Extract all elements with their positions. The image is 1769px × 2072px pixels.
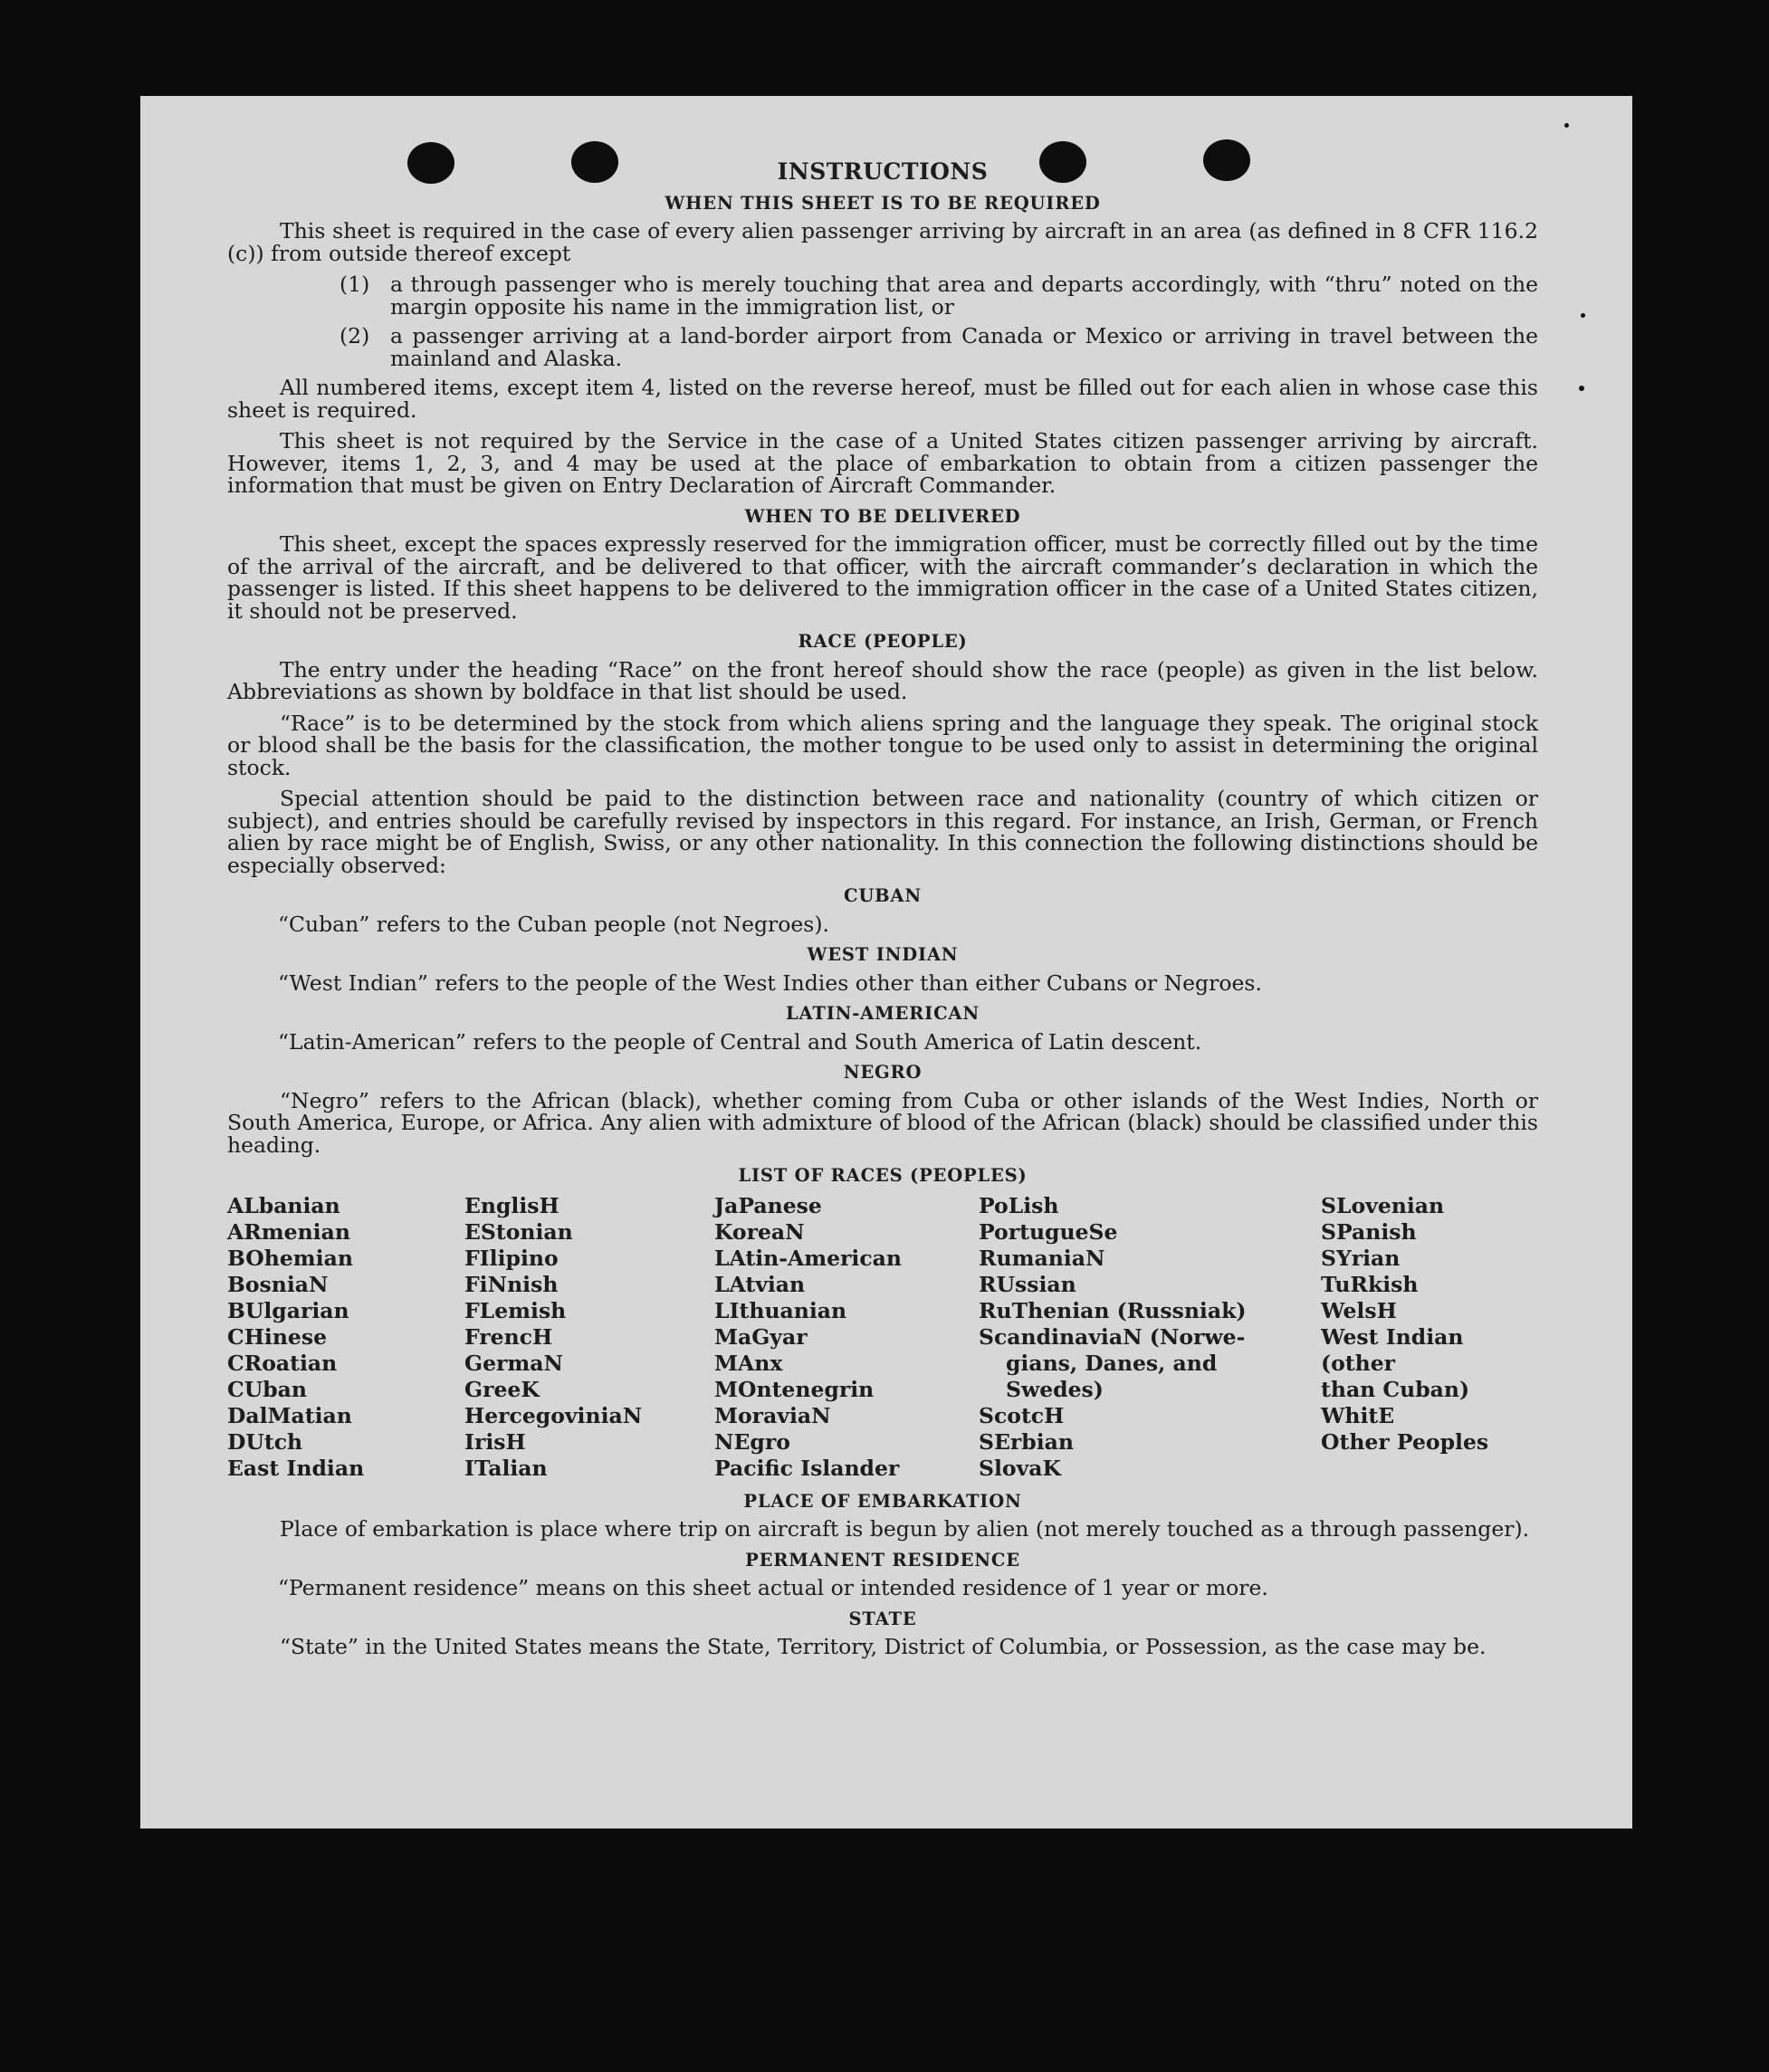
race-entry: Other Peoples <box>1321 1428 1489 1455</box>
race-entry: PoLish <box>979 1192 1059 1218</box>
item-text: a passenger arriving at a land-border airport from Canada or Mexico or arriving in travel between the mainland and Alaska. <box>390 323 1538 371</box>
race-entry: MoraviaN <box>714 1402 831 1428</box>
exception-item-1 <box>339 273 1538 318</box>
item-text: a through passenger who is merely touching that area and departs accordingly, with “thru” noted on the margin opposite his name in the immigration list, or <box>390 272 1538 320</box>
heading-when-required: WHEN THIS SHEET IS TO BE REQUIRED <box>665 192 1101 214</box>
race-entry: FrencH <box>464 1323 553 1350</box>
race-entry: FiNnish <box>464 1271 559 1297</box>
paragraph-race-entry: The entry under the heading “Race” on the front hereof should show the race (people) as given in the list below. Abbreviations as shown by boldface in that list should be used. <box>227 656 1538 704</box>
race-entry: ARmenian <box>227 1218 350 1245</box>
race-entry: East Indian <box>227 1455 365 1481</box>
race-entry: West Indian (other <box>1321 1323 1464 1376</box>
heading-state: STATE <box>848 1608 917 1629</box>
heading-list-of-races: LIST OF RACES (PEOPLES) <box>738 1165 1028 1186</box>
race-entry: TuRkish <box>1321 1271 1419 1297</box>
speck <box>1564 123 1569 128</box>
race-entry: FIlipino <box>464 1245 559 1271</box>
race-entry: BosniaN <box>227 1271 329 1297</box>
heading-race: RACE (PEOPLE) <box>798 631 968 652</box>
race-entry: LAtvian <box>714 1271 806 1297</box>
paragraph-race-definition: “Race” is to be determined by the stock from which aliens spring and the language they speak. The original stock or blood shall be the basis for the classification, the mother tongue to be used only to assist in determining the original stock. <box>227 710 1538 780</box>
definition-embarkation: Place of embarkation is place where trip on aircraft is begun by alien (not merely touched as a through passenger). <box>280 1516 1530 1542</box>
paragraph-numbered-items: All numbered items, except item 4, listed on the reverse hereof, must be filled out for each alien in whose case this sheet is required. <box>227 375 1538 423</box>
heading-embarkation: PLACE OF EMBARKATION <box>743 1490 1022 1512</box>
race-entry: LAtin-American <box>714 1245 902 1271</box>
race-entry-continued: Swedes) <box>1006 1376 1104 1402</box>
heading-negro: NEGRO <box>843 1062 923 1083</box>
race-entry: DUtch <box>227 1428 303 1455</box>
race-entry: MaGyar <box>714 1323 808 1350</box>
paragraph-delivery: This sheet, except the spaces expressly reserved for the immigration officer, must be correctly filled out by the time of the arrival of the aircraft, and be delivered to that officer, with the aircraft commander’s declaration in which the passenger is listed. If this sheet happens to be delivered to the immigration officer in the case of a United States citizen, it should not be preserved. <box>227 531 1538 624</box>
speck <box>1579 386 1584 391</box>
race-entry: GreeK <box>464 1376 540 1402</box>
race-entry-continued: gians, Danes, and <box>1006 1350 1218 1376</box>
race-entry: MOntenegrin <box>714 1376 875 1402</box>
definition-state: “State” in the United States means the State, Territory, District of Columbia, or Possession, as the case may be. <box>280 1634 1487 1659</box>
race-column-3 <box>714 1193 979 1482</box>
heading-west-indian: WEST INDIAN <box>807 944 959 965</box>
race-entry: MAnx <box>714 1350 783 1376</box>
race-entry: BUlgarian <box>227 1297 349 1323</box>
race-entry: ScandinaviaN (Norwe- <box>979 1323 1246 1350</box>
race-entry: DalMatian <box>227 1402 352 1428</box>
definition-cuban: “Cuban” refers to the Cuban people (not Negroes). <box>278 911 830 937</box>
race-entry: ScotcH <box>979 1402 1065 1428</box>
item-number: (1) <box>339 272 370 297</box>
race-column-4 <box>979 1193 1321 1482</box>
race-entry: PortugueSe <box>979 1218 1118 1245</box>
paragraph-requirement: This sheet is required in the case of every alien passenger arriving by aircraft in an area (as defined in 8 CFR 116.2 (c)) from outside thereof except <box>227 218 1538 266</box>
race-list <box>227 1193 1538 1482</box>
race-entry: Pacific Islander <box>714 1455 900 1481</box>
race-entry: RumaniaN <box>979 1245 1105 1271</box>
race-entry: HercegoviniaN <box>464 1402 643 1428</box>
race-entry: KoreaN <box>714 1218 805 1245</box>
race-entry: than Cuban) <box>1321 1376 1470 1402</box>
exception-item-2 <box>339 325 1538 369</box>
heading-when-delivered: WHEN TO BE DELIVERED <box>744 505 1021 527</box>
heading-latin-american: LATIN-AMERICAN <box>786 1003 980 1024</box>
page-title: INSTRUCTIONS <box>777 158 989 185</box>
race-entry: WelsH <box>1321 1297 1397 1323</box>
race-entry: BOhemian <box>227 1245 353 1271</box>
document-body <box>227 158 1538 1667</box>
paragraph-race-nationality: Special attention should be paid to the distinction between race and nationality (country of which citizen or subject), and entries should be carefully revised by inspectors in this regard. For instance, an Irish, German, or French alien by race might be of English, Swiss, or any other nationality. In this connection the following distinctions should be especially observed: <box>227 786 1538 878</box>
race-entry: SYrian <box>1321 1245 1401 1271</box>
race-entry: FLemish <box>464 1297 567 1323</box>
race-entry: NEgro <box>714 1428 790 1455</box>
heading-permanent-residence: PERMANENT RESIDENCE <box>745 1549 1020 1571</box>
race-entry: GermaN <box>464 1350 563 1376</box>
instruction-sheet <box>140 96 1632 1829</box>
race-entry: SLovenian <box>1321 1192 1445 1218</box>
race-entry: LIthuanian <box>714 1297 847 1323</box>
heading-cuban: CUBAN <box>844 885 922 906</box>
race-entry: RUssian <box>979 1271 1076 1297</box>
race-entry: SlovaK <box>979 1455 1061 1481</box>
paragraph-citizen: This sheet is not required by the Service in the case of a United States citizen passenger arriving by aircraft. However, items 1, 2, 3, and 4 may be used at the place of embarkation to obtain from a citizen passenger the information that must be given on Entry Declaration of Aircraft Commander. <box>227 428 1538 498</box>
race-entry: CRoatian <box>227 1350 338 1376</box>
race-entry: EnglisH <box>464 1192 559 1218</box>
race-column-5 <box>1321 1193 1538 1482</box>
definition-west-indian: “West Indian” refers to the people of the West Indies other than either Cubans or Negroes. <box>278 969 1262 996</box>
race-entry: CUban <box>227 1376 307 1402</box>
race-entry: WhitE <box>1321 1402 1395 1428</box>
definition-latin-american: “Latin-American” refers to the people of Central and South America of Latin descent. <box>278 1028 1202 1055</box>
race-entry: ITalian <box>464 1455 548 1481</box>
race-entry: CHinese <box>227 1323 328 1350</box>
race-entry: EStonian <box>464 1218 573 1245</box>
race-column-1 <box>227 1193 464 1482</box>
race-entry: RuThenian (Russniak) <box>979 1297 1247 1323</box>
definition-permanent-residence: “Permanent residence” means on this sheet actual or intended residence of 1 year or more. <box>278 1575 1268 1600</box>
item-number: (2) <box>339 323 370 349</box>
race-entry: IrisH <box>464 1428 526 1455</box>
race-entry: JaPanese <box>714 1192 822 1218</box>
race-column-2 <box>464 1193 714 1482</box>
definition-negro: “Negro” refers to the African (black), whether coming from Cuba or other islands of the West Indies, North or South America, Europe, or Africa. Any alien with admixture of blood of the African (black) should be classified under this heading. <box>227 1087 1538 1158</box>
speck <box>1581 313 1585 318</box>
race-entry: SErbian <box>979 1428 1074 1455</box>
race-entry: SPanish <box>1321 1218 1417 1245</box>
race-entry: ALbanian <box>227 1192 340 1218</box>
